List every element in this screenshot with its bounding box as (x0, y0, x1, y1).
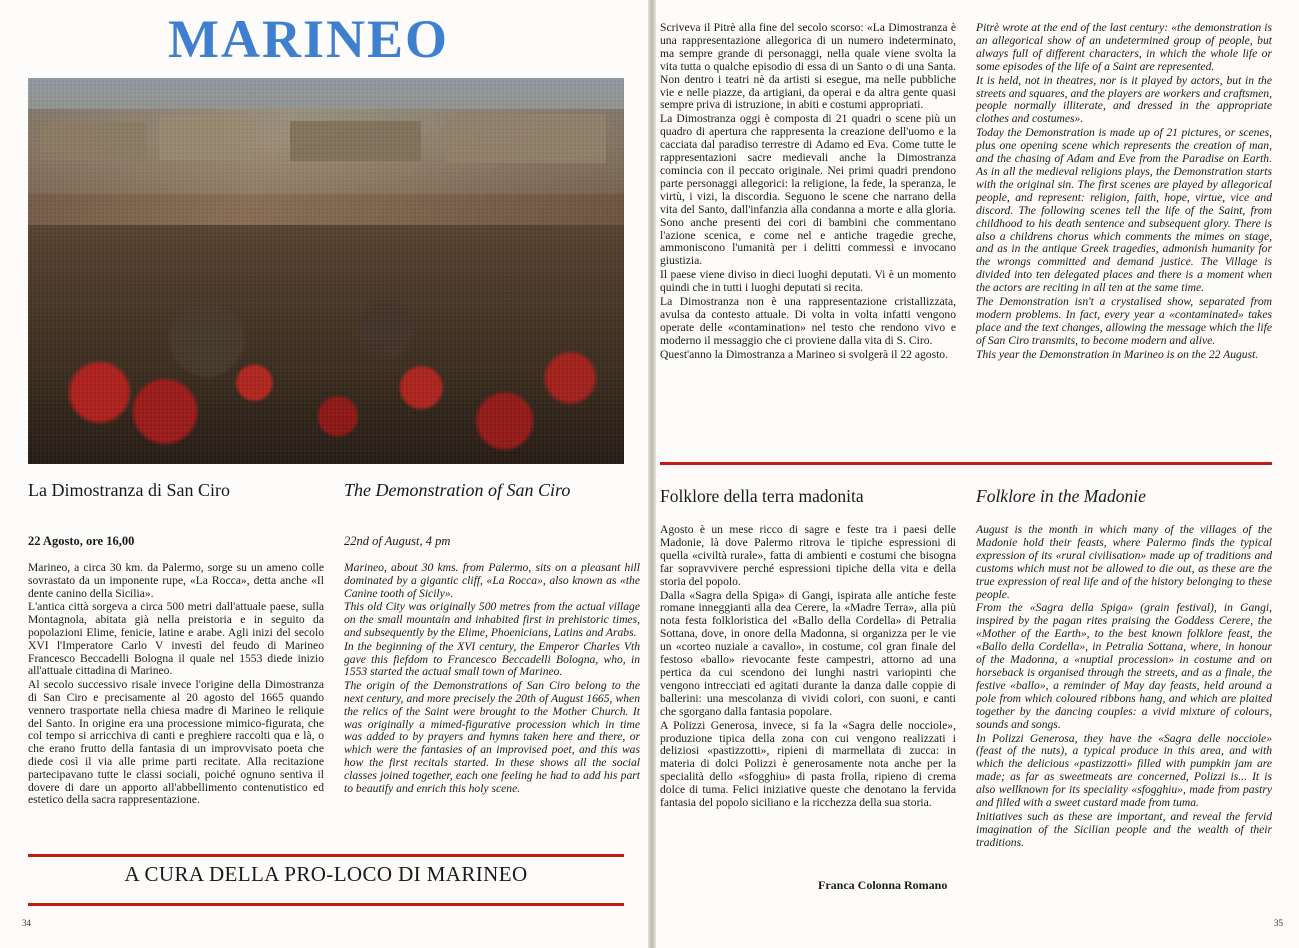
section-heading-english: Folklore in the Madonie (976, 486, 1146, 506)
paragraph: The origin of the Demonstrations of San Ciro belong to the next century, and more precisely the 20th of August 1665, when the relics of the Saint were brought to the Mother Church. It was originally a mimed-figurative procession which in time was added to by prayers and hymns taken here and there, or which were the fantasies of an improvised poet, and this was how the first recitals started. In these shows all the social classes joined together, each one feeling he had to add his part to beautify and enrich this holy scene. (344, 679, 640, 795)
paragraph: Quest'anno la Dimostranza a Marineo si svolgerà il 22 agosto. (660, 347, 948, 361)
paragraph: In Polizzi Generosa, they have the «Sagra delle nocciole» (feast of the nuts), a typical produce in this area, and with which the delicious «pastizzotti» filled with pumpkin jam are made; as far as sweetmeats are concerned, Polizzi is... It is also wellknown for its speciality «sfogghiu», made from pastry and filled with a sweet custard made from tuma. (976, 731, 1272, 810)
right-article1-italian (660, 22, 956, 363)
paragraph: Marineo, a circa 30 km. da Palermo, sorge su un ameno colle sovrastato da un imponente rupe, «La Rocca», detta anche «Il dente canino della Sicilia». (28, 561, 324, 600)
paragraph: In the beginning of the XVI century, the Emperor Charles Vth gave this fiefdom to Francesco Beccadelli Bologna, who, in 1553 started the actual small town of Marineo. (344, 639, 640, 679)
paragraph: La Dimostranza non è una rappresentazione cristallizzata, avulsa da contesto attuale. Di volta in volta infatti vengono operate delle «contamination» nel testo che rendono vivo e moderno il messaggio che ci proviene dalla vita di S. Ciro. (660, 295, 956, 347)
right-article2-italian (660, 524, 956, 811)
paragraph: The Demonstration isn't a crystalised show, separated from modern problems. In fact, every year a «contaminated» takes place and the text changes, allowing the message which the life of San Ciro transmits, to become modern and alive. (976, 295, 1272, 347)
photo-caption-english: The Demonstration of San Ciro (344, 480, 571, 500)
procession-photo (28, 78, 624, 464)
right-article1-english (976, 22, 1272, 363)
paragraph: It is held, not in theatres, nor is it played by actors, but in the streets and squares, and the players are workers and craftsmen, people normally illiterate, and dressed in the appropriate clothes and costumes». (976, 73, 1272, 126)
paragraph: Initiatives such as these are important, and reveal the fervid imagination of the Sicilian people and the wealth of their traditions. (976, 809, 1272, 849)
photo-caption-italian: La Dimostranza di San Ciro (28, 480, 230, 500)
paragraph: Al secolo successivo risale invece l'origine della Dimostranza di San Ciro e precisamente al 20 agosto del 1665 quando vennero trasportate nella chiesa madre di Marineo le reliquie del Santo. In origine era una processione mimico-figurata, che col tempo si arricchiva di canti e preghiere raccolti qua e là, o che erano frutto della fantasia di un improvvisato poeta che diede così il via alle prime parti recitate. Alla recitazione partecipavano tutte le classi sociali, poiché ognuno sentiva il dovere di dare un apporto all'abbellimento contenutistico ed estetico della sacra rappresentazione. (28, 678, 324, 807)
book-spine (648, 0, 656, 948)
left-page (0, 0, 648, 948)
paragraph: A Polizzi Generosa, invece, si fa la «Sagra delle nocciole», produzione tipica della zona con cui vengono realizzati i deliziosi «pastizzotti», ripieni di marmellata di zucca: in materia di dolci Polizzi è generosamente nota anche per la specialità dello «sfogghiu» di pasta frolla, ripieno di crema dolce di tuma. Felici iniziative queste che denotano la fervida fantasia del popolo siciliano e la ricchezza della sua storia. (660, 718, 956, 810)
left-column-italian (28, 562, 324, 808)
event-date-english: 22nd of August, 4 pm (344, 534, 451, 548)
paragraph: Scriveva il Pitrè alla fine del secolo scorso: «La Dimostranza è una rappresentazione allegorica di un numero indeterminato, ma sempre grande di personaggi, nella quale viene svolta la vita tutta o qualche episodio di essa di un Santo o di una Santa. Non dentro i teatri nè da artisti si esegue, ma nelle pubbliche vie e nelle piazze, da artigiani, da operai e da altra gente quasi sempre priva di istruzione, in abiti e costumi appropriati. (660, 21, 956, 112)
paragraph: L'antica città sorgeva a circa 500 metri dall'attuale paese, sulla Montagnola, abitata già nella preistoria e in seguito da popolazioni Elime, fenicie, latine e arabe. Agli inizi del secolo XVI l'Imperatore Carlo V investì del feudo di Marineo Francesco Beccadelli Bologna il quale nel 1553 diede inizio all'attuale cittadina di Marineo. (28, 600, 324, 678)
author-signature: Franca Colonna Romano (818, 878, 948, 892)
divider-rule-right (660, 462, 1272, 465)
page-number-right: 35 (1274, 918, 1283, 928)
event-date-italian: 22 Agosto, ore 16,00 (28, 534, 135, 548)
left-column-english (344, 562, 640, 796)
paragraph: From the «Sagra della Spiga» (grain festival), in Gangi, inspired by the pagan rites praising the Goddess Cerere, the «Mother of the Earth», to the best known folklore feast, the «Ballo della Cordella», in Petralia Sottana, where, in honour of the Madonna, a «nuptial procession» in costume and on horseback is organised through the streets, and as a finale, the festive «ballo», a reminder of May day feasts, held around a pole from which coloured ribbons hang, and which are plaited together by the dancing couples: a vivid mixture of colours, sounds and songs. (976, 601, 1272, 731)
section-heading-italian: Folklore della terra madonita (660, 486, 864, 506)
photo-grain-overlay (28, 78, 624, 464)
paragraph: Marineo, about 30 kms. from Palermo, sits on a pleasant hill dominated by a gigantic cliff, «La Rocca», also known as «the Canine tooth of Sicily». (344, 561, 640, 600)
paragraph: Agosto è un mese ricco di sagre e feste tra i paesi delle Madonie, là dove Palermo ritrova le tipiche espressioni di quella «civiltà rurale», fatta di ambienti e costumi che bisogna far sopravvivere perché espressioni tipiche della vita e della storia del popolo. (660, 523, 956, 588)
footer-credit: A CURA DELLA PRO-LOCO DI MARINEO (124, 862, 528, 886)
paragraph: La Dimostranza oggi è composta di 21 quadri o scene più un quadro di apertura che rappresenta la creazione dell'uomo e la cacciata dal paradiso terrestre di Adamo ed Eva. Come tutte le rappresentazioni sacre medievali anche la Dimostranza comincia con il peccato originale. Nei primi quadri prendono parte personaggi allegorici: la religione, la fede, la speranza, le virtù, i vizi, la discordia. Seguono le scene che narrano della vita del Santo, dall'infanzia alla condanna a morte e alla gloria. Sono anche presenti dei cori di bambini che commentano l'azione scenica, e come nel e antiche tragedie greche, ammoniscono l'umanità per i delitti commessi e invocano giustizia. (660, 112, 956, 268)
paragraph: This year the Demonstration in Marineo is on the 22 August. (976, 347, 1259, 361)
paragraph: Today the Demonstration is made up of 21 pictures, or scenes, plus one opening scene which represents the creation of man, and the chasing of Adam and Eve from the Paradise on Earth. As in all the medieval religions plays, the Demonstration starts with the original sin. The first scenes are played by allegorical people, and represent: religion, faith, hope, virtue, vice and discord. The following scenes tell the life of the Saint, from childhood to his death sentence and subsequent glory. There is also a childrens chorus which comments the mimes on stage, and as in the antique Greek tragedies, admonish humanity for the wrongs committed and demand justice. The Village is divided into ten delegated places and there is a moment when the actors are reciting in all ten at the same time. (976, 126, 1272, 295)
paragraph: Il paese viene diviso in dieci luoghi deputati. Vi è un momento quindi che in tutti i luoghi deputati si recita. (660, 268, 956, 295)
page-title: MARINEO (168, 9, 449, 69)
paragraph: August is the month in which many of the villages of the Madonie hold their feasts, where Palermo finds the typical expression of its «rural civilisation» made up of traditions and customs which must not be allowed to die out, as these are the true expression of real life and of the history belonging to these people. (976, 523, 1272, 601)
right-article2-english (976, 524, 1272, 851)
divider-rule-top (28, 854, 624, 857)
divider-rule-bottom (28, 903, 624, 906)
paragraph: Dalla «Sagra della Spiga» di Gangi, ispirata alle antiche feste romane inneggianti alla dea Cerere, la «Madre Terra», alla più nota festa folkloristica del «Ballo della Cordella» di Petralia Sottana, dove, in onore della Madonna, si organizza per le vie un «corteo nuziale a cavallo», in costume, col gran finale del festoso «ballo» rievocante feste campestri, attorno ad una pertica da cui scendono dei lunghi nastri variopinti che vengono intrecciati ed agitati durante la danza dalle coppie di ballerini: una mescolanza di vividi colori, con suoni, e canti che sgorgano dalla fantasia popolare. (660, 588, 956, 718)
page-number-left: 34 (22, 918, 31, 928)
paragraph: Pitrè wrote at the end of the last century: «the demonstration is an allegorical show of an undetermined group of people, but always full of different characters, in which the whole life or some episodes of the life of a Saint are represented. (976, 21, 1272, 73)
paragraph: This old City was originally 500 metres from the actual village on the small mountain and inhabited first in prehistoric times, and subsequently by the Elime, Phoenicians, Latins and Arabs. (344, 600, 640, 639)
